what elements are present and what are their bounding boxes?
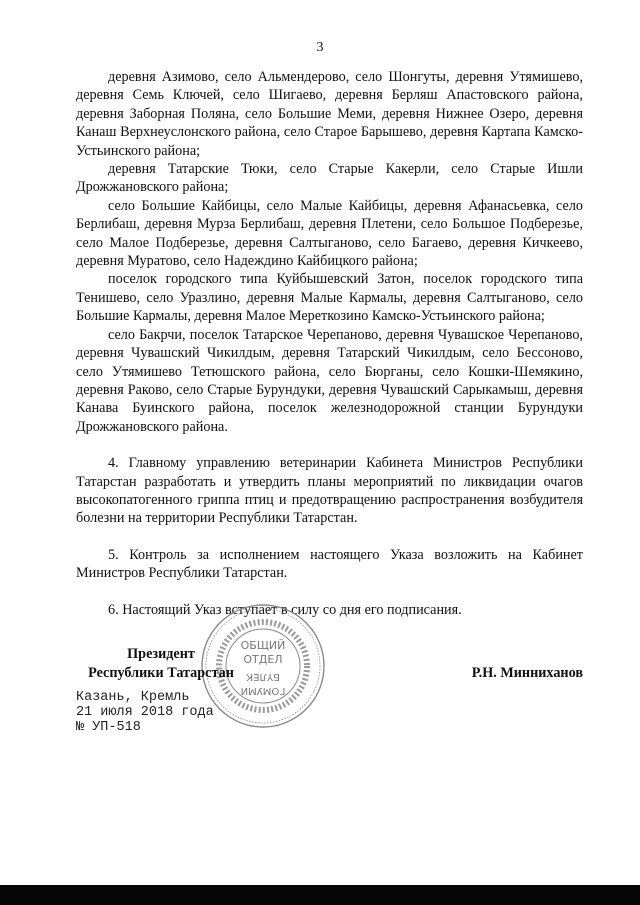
stamp-text-4: ГОМУМИ — [240, 685, 286, 696]
scan-edge-bar — [0, 885, 640, 905]
paragraph-settlements-2: деревня Татарские Тюки, село Старые Какерли, село Старые Ишли Дрожжановского района; — [76, 161, 583, 196]
signature-block — [76, 645, 583, 685]
document-body — [76, 68, 583, 619]
paragraph-settlements-5: село Бакрчи, поселок Татарское Черепаново, деревня Чувашское Черепаново, деревня Чувашский Чикилдым, деревня Татарский Чикилдым, село Бессоново, село Утямишево Тетюшского района, село Бюрганы, село Кошки-Шемякино, деревня Раково, село Старые Бурундуки, деревня Чувашский Сарыкамыш, деревня Канава Буинского района, поселок железнодорожной станции Бурундуки Дрожжановского района. — [76, 326, 583, 435]
decree-number: № УП-518 — [76, 720, 141, 735]
paragraph-settlements-3: село Большие Кайбицы, село Малые Кайбицы, деревня Афанасьевка, село Берлибаш, деревня Мурза Берлибаш, деревня Плетени, село Большое Подберезье, село Малое Подберезье, деревня Салтыганово, село Багаево, деревня Кичкеево, деревня Муратово, село Надеждино Кайбицкого района; — [76, 197, 583, 270]
issue-date: 21 июля 2018 года — [76, 705, 214, 720]
page-number: 3 — [316, 40, 324, 55]
paragraph-settlements-4: поселок городского типа Куйбышевский Затон, поселок городского типа Тенишево, село Уразлино, деревня Малые Кармалы, деревня Салтыганово, село Большие Кармалы, деревня Малое Мереткозино Камско-Устьинского района; — [76, 271, 583, 325]
paragraph-settlements-1: деревня Азимово, село Альмендерово, село Шонгуты, деревня Утямишево, деревня Семь Ключей, село Шигаево, деревня Берляш Апастовского района, деревня Заборная Поляна, село Большие Меми, деревня Нижнее Озеро, деревня Канаш Верхнеуслонского района, село Старое Барышево, деревня Картапа Камско-Устьинского района; — [76, 69, 583, 159]
stamp-text-3: БҮЛЕК — [246, 671, 280, 682]
paragraph-item-6: 6. Настоящий Указ вступает в силу со дня его подписания. — [108, 601, 462, 618]
paragraph-item-4: 4. Главному управлению ветеринарии Кабинета Министров Республики Татарстан разработать и утвердить планы мероприятий по ликвидации очагов высокопатогенного гриппа птиц и предотвращению распространения возбудителя болезни на территории Республики Татарстан. — [76, 455, 583, 527]
signatory-title-line2: Республики Татарстан — [88, 665, 234, 681]
signatory-title-line1: Президент — [127, 646, 195, 662]
signatory-name: Р.Н. Минниханов — [471, 665, 583, 681]
paragraph-item-5: 5. Контроль за исполнением настоящего Указа возложить на Кабинет Министров Республики Татарстан. — [76, 546, 583, 582]
stamp-text-2: ОТДЕЛ — [243, 653, 283, 666]
issue-details — [76, 690, 214, 735]
issue-place: Казань, Кремль — [76, 690, 190, 705]
signatory-title — [76, 645, 246, 683]
stamp-text-1: ОБЩИЙ — [240, 639, 286, 652]
